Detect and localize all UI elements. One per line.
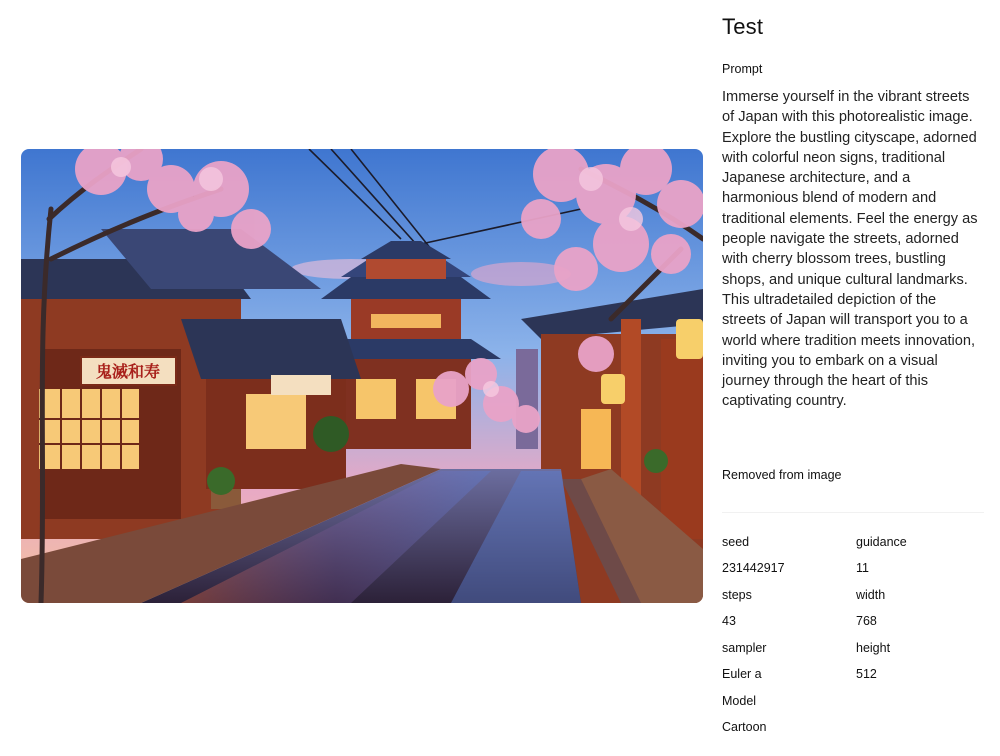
model-label: Model xyxy=(722,694,757,708)
steps-label: steps xyxy=(722,588,752,602)
sampler-label: sampler xyxy=(722,641,767,655)
seed-value: 231442917 xyxy=(722,561,785,575)
sampler-value: Euler a xyxy=(722,667,762,681)
width-value: 768 xyxy=(856,614,877,628)
height-label: height xyxy=(856,641,891,655)
shop-sign-text: 鬼滅和寿 xyxy=(95,362,161,381)
japan-street-image xyxy=(21,149,703,603)
guidance-value: 11 xyxy=(856,561,869,575)
seed-label: seed xyxy=(722,535,750,549)
removed-from-image-label: Removed from image xyxy=(722,468,842,482)
divider xyxy=(722,512,984,513)
prompt-label: Prompt xyxy=(722,62,763,76)
height-value: 512 xyxy=(856,667,877,681)
steps-value: 43 xyxy=(722,614,736,628)
prompt-text: Immerse yourself in the vibrant streets of Japan with this photorealistic image. Explore the bustling cityscape, adorned with colorful neon signs, traditional Japanese architecture, and a harmonious blend of modern and traditional elements. Feel the energy as people navigate the streets, adorned with cherry blossom trees, bustling shops, and unique cultural landmarks. This ultradetailed depiction of the streets of Japan will transport you to a world where tradition meets innovation, inviting you to embark on a visual journey through the heart of this captivating country. xyxy=(722,89,978,410)
page-title: Test xyxy=(722,14,764,39)
width-label: width xyxy=(856,588,886,602)
model-value: Cartoon xyxy=(722,720,767,734)
guidance-label: guidance xyxy=(856,535,907,549)
generated-image[interactable] xyxy=(21,149,703,603)
